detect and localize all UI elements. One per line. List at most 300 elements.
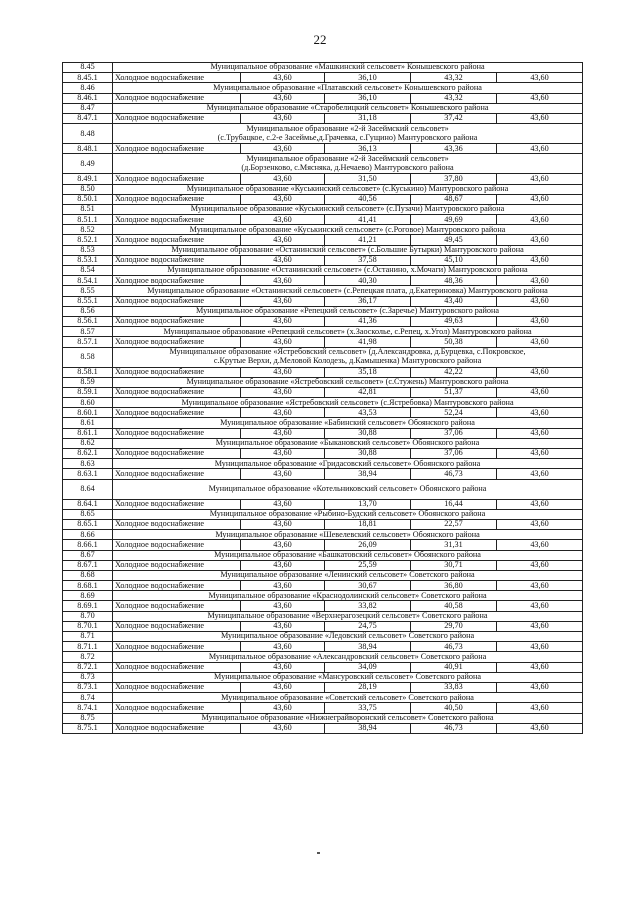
service-label: Холодное водоснабжение (113, 316, 241, 326)
municipality-title: Муниципальное образование «Останинский сельсовет» (с.Большие Бутырки) Мантуровского района (113, 245, 583, 255)
tariff-value-v2: 28,19 (325, 682, 411, 692)
table-row (63, 276, 583, 286)
tariff-value-v1: 43,60 (241, 113, 325, 123)
row-code: 8.46.1 (63, 93, 113, 103)
row-code: 8.56 (63, 306, 113, 316)
tariff-value-v4: 43,60 (497, 723, 583, 733)
tariff-value-v4: 43,60 (497, 682, 583, 692)
tariff-value-v4: 43,60 (497, 621, 583, 631)
municipality-title: Муниципальное образование «Куськинский сельсовет» (с.Куськино) Мантуровского района (113, 184, 583, 194)
row-code: 8.75 (63, 713, 113, 723)
tariff-value-v4: 43,60 (497, 387, 583, 397)
municipality-title: Муниципальное образование «Куськинский сельсовет» (с.Пузачи) Мантуровского района (113, 204, 583, 214)
table-row (63, 428, 583, 438)
municipality-title: Муниципальное образование «Быкановский сельсовет» Обоянского района (113, 438, 583, 448)
municipality-title: Муниципальное образование «Нижнеграйворонский сельсовет» Советского района (113, 713, 583, 723)
table-row (63, 367, 583, 377)
tariff-value-v4: 43,60 (497, 469, 583, 479)
tariff-value-v1: 43,60 (241, 296, 325, 306)
service-label: Холодное водоснабжение (113, 337, 241, 347)
tariff-value-v4: 43,60 (497, 581, 583, 591)
table-row (63, 519, 583, 529)
service-label: Холодное водоснабжение (113, 469, 241, 479)
tariff-value-v1: 43,60 (241, 93, 325, 103)
table-row (63, 642, 583, 652)
table-row (63, 255, 583, 265)
row-code: 8.72.1 (63, 662, 113, 672)
row-code: 8.67 (63, 550, 113, 560)
tariff-value-v3: 40,91 (411, 662, 497, 672)
row-code: 8.47 (63, 103, 113, 113)
section-row (63, 398, 583, 408)
table-row (63, 540, 583, 550)
table-row (63, 215, 583, 225)
tariff-value-v3: 31,31 (411, 540, 497, 550)
tariff-value-v3: 42,22 (411, 367, 497, 377)
tariff-value-v3: 43,32 (411, 93, 497, 103)
row-code: 8.65 (63, 509, 113, 519)
tariff-value-v1: 43,60 (241, 337, 325, 347)
table-row (63, 73, 583, 83)
row-code: 8.64 (63, 479, 113, 499)
row-code: 8.55.1 (63, 296, 113, 306)
page-number: 22 (313, 32, 327, 47)
row-code: 8.53 (63, 245, 113, 255)
tariff-value-v1: 43,60 (241, 276, 325, 286)
section-row (63, 266, 583, 276)
section-row (63, 530, 583, 540)
tariff-value-v1: 43,60 (241, 73, 325, 83)
section-row (63, 652, 583, 662)
section-row (63, 713, 583, 723)
tariff-value-v1: 43,60 (241, 540, 325, 550)
table-row (63, 662, 583, 672)
section-row (63, 479, 583, 499)
tariff-value-v2: 33,82 (325, 601, 411, 611)
row-code: 8.57 (63, 327, 113, 337)
tariff-value-v1: 43,60 (241, 215, 325, 225)
row-code: 8.48 (63, 124, 113, 144)
row-code: 8.68 (63, 570, 113, 580)
table-row (63, 723, 583, 733)
tariff-value-v2: 41,21 (325, 235, 411, 245)
row-code: 8.51.1 (63, 215, 113, 225)
tariff-value-v2: 34,09 (325, 662, 411, 672)
tariff-value-v2: 26,09 (325, 540, 411, 550)
table-row (63, 621, 583, 631)
table-row (63, 113, 583, 123)
service-label: Холодное водоснабжение (113, 642, 241, 652)
service-label: Холодное водоснабжение (113, 387, 241, 397)
row-code: 8.45 (63, 63, 113, 73)
service-label: Холодное водоснабжение (113, 449, 241, 459)
municipality-title: Муниципальное образование «Машкинский сельсовет» Конышевского района (113, 63, 583, 73)
tariff-value-v3: 46,73 (411, 469, 497, 479)
row-code: 8.59.1 (63, 387, 113, 397)
section-row (63, 83, 583, 93)
tariff-value-v4: 43,60 (497, 703, 583, 713)
section-row (63, 154, 583, 174)
row-code: 8.69 (63, 591, 113, 601)
section-row (63, 459, 583, 469)
service-label: Холодное водоснабжение (113, 408, 241, 418)
service-label: Холодное водоснабжение (113, 560, 241, 570)
tariff-value-v1: 43,60 (241, 723, 325, 733)
table-row (63, 560, 583, 570)
table-row (63, 296, 583, 306)
row-code: 8.61.1 (63, 428, 113, 438)
tariff-value-v1: 43,60 (241, 469, 325, 479)
row-code: 8.50 (63, 184, 113, 194)
municipality-title: Муниципальное образование «Ястребовский сельсовет» (с.Стужень) Мантуровского района (113, 377, 583, 387)
row-code: 8.66.1 (63, 540, 113, 550)
service-label: Холодное водоснабжение (113, 235, 241, 245)
tariff-value-v1: 43,60 (241, 255, 325, 265)
section-row (63, 245, 583, 255)
service-label: Холодное водоснабжение (113, 662, 241, 672)
tariff-value-v3: 22,57 (411, 519, 497, 529)
section-row (63, 611, 583, 621)
table-row (63, 337, 583, 347)
table-row (63, 174, 583, 184)
tariff-value-v4: 43,60 (497, 235, 583, 245)
tariff-value-v4: 43,60 (497, 408, 583, 418)
tariff-value-v4: 43,60 (497, 194, 583, 204)
row-code: 8.52.1 (63, 235, 113, 245)
section-row (63, 632, 583, 642)
tariff-value-v4: 43,60 (497, 540, 583, 550)
service-label: Холодное водоснабжение (113, 174, 241, 184)
table-row (63, 449, 583, 459)
row-code: 8.52 (63, 225, 113, 235)
row-code: 8.62.1 (63, 449, 113, 459)
tariff-value-v2: 36,10 (325, 93, 411, 103)
tariff-value-v3: 30,71 (411, 560, 497, 570)
service-label: Холодное водоснабжение (113, 255, 241, 265)
service-label: Холодное водоснабжение (113, 367, 241, 377)
tariff-value-v3: 43,40 (411, 296, 497, 306)
tariff-value-v1: 43,60 (241, 642, 325, 652)
tariff-value-v4: 43,60 (497, 601, 583, 611)
municipality-title (113, 154, 583, 174)
service-label: Холодное водоснабжение (113, 428, 241, 438)
service-label: Холодное водоснабжение (113, 581, 241, 591)
row-code: 8.62 (63, 438, 113, 448)
tariff-value-v3: 40,50 (411, 703, 497, 713)
tariff-value-v1: 43,60 (241, 499, 325, 509)
tariff-value-v2: 13,70 (325, 499, 411, 509)
service-label: Холодное водоснабжение (113, 682, 241, 692)
municipality-title: Муниципальное образование «Останинский сельсовет» (с.Останино, х.Мочаги) Мантуровского района (113, 266, 583, 276)
tariff-value-v3: 16,44 (411, 499, 497, 509)
section-row (63, 327, 583, 337)
row-code: 8.61 (63, 418, 113, 428)
row-code: 8.49.1 (63, 174, 113, 184)
tariff-value-v2: 30,88 (325, 428, 411, 438)
municipality-title: Муниципальное образование «Мансуровский сельсовет» Советского района (113, 672, 583, 682)
row-code: 8.71.1 (63, 642, 113, 652)
row-code: 8.74.1 (63, 703, 113, 713)
service-label: Холодное водоснабжение (113, 519, 241, 529)
municipality-title (113, 347, 583, 367)
service-label: Холодное водоснабжение (113, 621, 241, 631)
tariff-value-v4: 43,60 (497, 642, 583, 652)
service-label: Холодное водоснабжение (113, 296, 241, 306)
row-code: 8.63.1 (63, 469, 113, 479)
row-code: 8.66 (63, 530, 113, 540)
tariff-value-v1: 43,60 (241, 316, 325, 326)
tariff-value-v4: 43,60 (497, 255, 583, 265)
table-row (63, 682, 583, 692)
section-row (63, 103, 583, 113)
tariff-value-v3: 48,67 (411, 194, 497, 204)
section-row (63, 347, 583, 367)
tariff-value-v4: 43,60 (497, 519, 583, 529)
tariff-value-v2: 43,53 (325, 408, 411, 418)
tariff-value-v1: 43,60 (241, 449, 325, 459)
tariff-value-v4: 43,60 (497, 316, 583, 326)
tariff-value-v1: 43,60 (241, 519, 325, 529)
tariff-value-v4: 43,60 (497, 276, 583, 286)
section-row (63, 184, 583, 194)
tariff-value-v2: 33,75 (325, 703, 411, 713)
row-code: 8.74 (63, 693, 113, 703)
section-row (63, 124, 583, 144)
tariff-value-v2: 38,94 (325, 723, 411, 733)
tariff-value-v3: 49,45 (411, 235, 497, 245)
municipality-title-line2: (д.Борзенково, с.Мясняка, д.Нечаево) Мантуровского района (241, 162, 454, 172)
footer-mark (317, 852, 320, 854)
tariff-value-v3: 46,73 (411, 642, 497, 652)
tariff-value-v3: 51,37 (411, 387, 497, 397)
tariff-value-v3: 33,83 (411, 682, 497, 692)
tariff-value-v2: 36,13 (325, 144, 411, 154)
tariff-value-v1: 43,60 (241, 387, 325, 397)
service-label: Холодное водоснабжение (113, 73, 241, 83)
section-row (63, 438, 583, 448)
tariff-table-body (63, 63, 583, 734)
tariff-value-v3: 50,38 (411, 337, 497, 347)
tariff-value-v4: 43,60 (497, 93, 583, 103)
tariff-value-v1: 43,60 (241, 581, 325, 591)
row-code: 8.70 (63, 611, 113, 621)
tariff-value-v2: 40,30 (325, 276, 411, 286)
table-row (63, 235, 583, 245)
row-code: 8.70.1 (63, 621, 113, 631)
service-label: Холодное водоснабжение (113, 703, 241, 713)
section-row (63, 550, 583, 560)
tariff-value-v4: 43,60 (497, 215, 583, 225)
municipality-title: Муниципальное образование «Ястребовский сельсовет» (с.Ястребовка) Мантуровского района (113, 398, 583, 408)
tariff-value-v1: 43,60 (241, 682, 325, 692)
tariff-value-v2: 41,36 (325, 316, 411, 326)
tariff-value-v3: 37,06 (411, 428, 497, 438)
municipality-title: Муниципальное образование «Куськинский сельсовет» (с.Роговое) Мантуровского района (113, 225, 583, 235)
municipality-title: Муниципальное образование «Ленинский сельсовет» Советского района (113, 570, 583, 580)
municipality-title: Муниципальное образование «Советский сельсовет» Советского района (113, 693, 583, 703)
tariff-value-v4: 43,60 (497, 428, 583, 438)
tariff-value-v3: 36,80 (411, 581, 497, 591)
municipality-title-line2: с.Крутые Верхи, д.Меловой Колодезь, д.Камышенка) Мантуровского района (213, 356, 482, 365)
tariff-value-v2: 31,50 (325, 174, 411, 184)
row-code: 8.67.1 (63, 560, 113, 570)
tariff-value-v4: 43,60 (497, 367, 583, 377)
row-code: 8.64.1 (63, 499, 113, 509)
municipality-title-line1: Муниципальное образование «2-й Засеймский сельсовет» (246, 154, 449, 164)
row-code: 8.57.1 (63, 337, 113, 347)
tariff-value-v3: 46,73 (411, 723, 497, 733)
row-code: 8.51 (63, 204, 113, 214)
tariff-value-v4: 43,60 (497, 296, 583, 306)
section-row (63, 693, 583, 703)
service-label: Холодное водоснабжение (113, 499, 241, 509)
tariff-value-v4: 43,60 (497, 174, 583, 184)
municipality-title: Муниципальное образование «Гридасовский сельсовет» Обоянского района (113, 459, 583, 469)
tariff-value-v2: 38,94 (325, 469, 411, 479)
row-code: 8.54.1 (63, 276, 113, 286)
tariff-value-v4: 43,60 (497, 144, 583, 154)
table-row (63, 387, 583, 397)
section-row (63, 570, 583, 580)
tariff-value-v2: 41,41 (325, 215, 411, 225)
municipality-title: Муниципальное образование «Верхнерагозецкий сельсовет» Советского района (113, 611, 583, 621)
section-row (63, 225, 583, 235)
section-row (63, 306, 583, 316)
row-code: 8.75.1 (63, 723, 113, 733)
table-row (63, 601, 583, 611)
municipality-title-line1: Муниципальное образование «2-й Засеймский сельсовет» (246, 124, 449, 134)
tariff-value-v3: 29,70 (411, 621, 497, 631)
municipality-title: Муниципальное образование «Котельниковский сельсовет» Обоянского района (113, 479, 583, 499)
tariff-value-v2: 30,67 (325, 581, 411, 591)
tariff-value-v2: 36,10 (325, 73, 411, 83)
municipality-title: Муниципальное образование «Рыбино-Будский сельсовет» Обоянского района (113, 509, 583, 519)
row-code: 8.56.1 (63, 316, 113, 326)
tariff-value-v2: 40,56 (325, 194, 411, 204)
tariff-value-v1: 43,60 (241, 601, 325, 611)
tariff-value-v1: 43,60 (241, 174, 325, 184)
tariff-value-v2: 36,17 (325, 296, 411, 306)
row-code: 8.69.1 (63, 601, 113, 611)
tariff-value-v1: 43,60 (241, 560, 325, 570)
row-code: 8.65.1 (63, 519, 113, 529)
tariff-value-v1: 43,60 (241, 621, 325, 631)
tariff-value-v1: 43,60 (241, 144, 325, 154)
tariff-value-v2: 42,81 (325, 387, 411, 397)
service-label: Холодное водоснабжение (113, 215, 241, 225)
row-code: 8.63 (63, 459, 113, 469)
table-row (63, 144, 583, 154)
tariff-value-v1: 43,60 (241, 194, 325, 204)
row-code: 8.73 (63, 672, 113, 682)
table-row (63, 408, 583, 418)
tariff-value-v3: 43,36 (411, 144, 497, 154)
row-code: 8.53.1 (63, 255, 113, 265)
service-label: Холодное водоснабжение (113, 601, 241, 611)
section-row (63, 418, 583, 428)
municipality-title: Муниципальное образование «Репецкий сельсовет» (с.Заречье) Мантуровского района (113, 306, 583, 316)
tariff-value-v4: 43,60 (497, 449, 583, 459)
tariff-value-v1: 43,60 (241, 662, 325, 672)
table-row (63, 581, 583, 591)
row-code: 8.46 (63, 83, 113, 93)
table-row (63, 194, 583, 204)
municipality-title: Муниципальное образование «Останинский сельсовет» (с.Репецкая плата, д.Екатериновка) Мантуровского района (113, 286, 583, 296)
tariff-value-v3: 37,06 (411, 449, 497, 459)
municipality-title: Муниципальное образование «Башкатовский сельсовет» Обоянского района (113, 550, 583, 560)
tariff-value-v2: 30,88 (325, 449, 411, 459)
section-row (63, 63, 583, 73)
tariff-value-v3: 43,32 (411, 73, 497, 83)
service-label: Холодное водоснабжение (113, 276, 241, 286)
tariff-value-v3: 37,80 (411, 174, 497, 184)
tariff-value-v3: 52,24 (411, 408, 497, 418)
service-label: Холодное водоснабжение (113, 540, 241, 550)
tariff-value-v2: 25,59 (325, 560, 411, 570)
row-code: 8.54 (63, 266, 113, 276)
tariff-value-v3: 40,58 (411, 601, 497, 611)
municipality-title: Муниципальное образование «Краснодолинский сельсовет» Советского района (113, 591, 583, 601)
row-code: 8.60 (63, 398, 113, 408)
tariff-value-v4: 43,60 (497, 662, 583, 672)
tariff-value-v3: 45,10 (411, 255, 497, 265)
row-code: 8.73.1 (63, 682, 113, 692)
row-code: 8.47.1 (63, 113, 113, 123)
service-label: Холодное водоснабжение (113, 113, 241, 123)
municipality-title: Муниципальное образование «Репецкий сельсовет» (х.Заосколье, с.Репец, х.Угол) Мантуровского района (113, 327, 583, 337)
service-label: Холодное водоснабжение (113, 194, 241, 204)
row-code: 8.55 (63, 286, 113, 296)
municipality-title: Муниципальное образование «Ледовский сельсовет» Советского района (113, 632, 583, 642)
row-code: 8.45.1 (63, 73, 113, 83)
municipality-title-line2: (с.Трубацкое, с.2-е Засеймье,д.Грачевка, с.Гущино) Мантуровского района (217, 132, 478, 142)
tariff-value-v3: 49,63 (411, 316, 497, 326)
section-row (63, 377, 583, 387)
row-code: 8.72 (63, 652, 113, 662)
tariff-value-v2: 24,75 (325, 621, 411, 631)
section-row (63, 204, 583, 214)
table-row (63, 316, 583, 326)
row-code: 8.48.1 (63, 144, 113, 154)
section-row (63, 286, 583, 296)
tariff-value-v3: 37,42 (411, 113, 497, 123)
tariff-value-v1: 43,60 (241, 428, 325, 438)
tariff-value-v1: 43,60 (241, 703, 325, 713)
municipality-title: Муниципальное образование «Шевелевский сельсовет» Обоянского района (113, 530, 583, 540)
municipality-title-line1: Муниципальное образование «Ястребовский сельсовет» (д.Александровка, д.Бурцевка, с.Покровское, (169, 347, 526, 357)
municipality-title: Муниципальное образование «Старобелицкий сельсовет» Конышевского района (113, 103, 583, 113)
table-row (63, 93, 583, 103)
row-code: 8.58.1 (63, 367, 113, 377)
section-row (63, 672, 583, 682)
tariff-value-v2: 38,94 (325, 642, 411, 652)
tariff-value-v4: 43,60 (497, 73, 583, 83)
row-code: 8.58 (63, 347, 113, 367)
tariff-value-v1: 43,60 (241, 235, 325, 245)
section-row (63, 591, 583, 601)
row-code: 8.68.1 (63, 581, 113, 591)
row-code: 8.50.1 (63, 194, 113, 204)
tariff-value-v2: 18,81 (325, 519, 411, 529)
service-label: Холодное водоснабжение (113, 93, 241, 103)
tariff-value-v2: 41,98 (325, 337, 411, 347)
service-label: Холодное водоснабжение (113, 723, 241, 733)
tariff-value-v2: 35,18 (325, 367, 411, 377)
tariff-value-v4: 43,60 (497, 337, 583, 347)
row-code: 8.59 (63, 377, 113, 387)
row-code: 8.71 (63, 632, 113, 642)
municipality-title: Муниципальное образование «Бабинский сельсовет» Обоянского района (113, 418, 583, 428)
